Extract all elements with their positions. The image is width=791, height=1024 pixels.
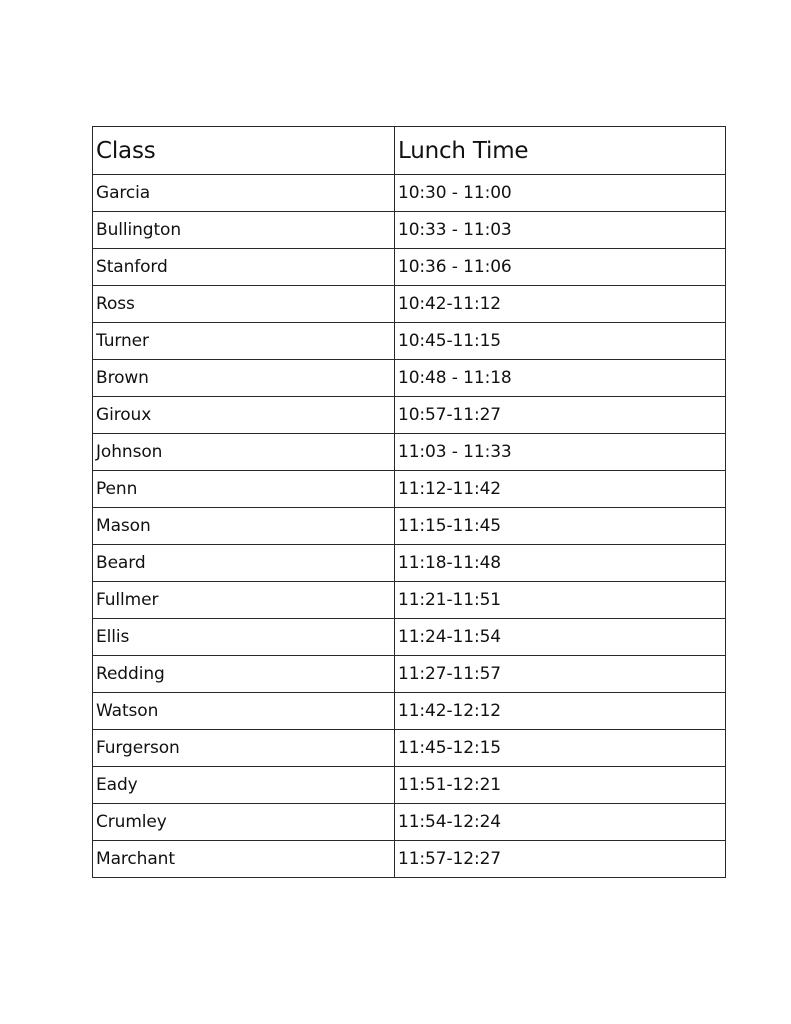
lunch-time-cell: 11:51-12:21: [395, 767, 726, 804]
class-cell: Giroux: [93, 397, 395, 434]
table-row: [93, 212, 726, 249]
class-cell: Ross: [93, 286, 395, 323]
class-cell: Penn: [93, 471, 395, 508]
table-row: [93, 397, 726, 434]
lunch-time-cell: 11:42-12:12: [395, 693, 726, 730]
class-cell: Watson: [93, 693, 395, 730]
table-row: [93, 841, 726, 878]
lunch-time-cell: 11:27-11:57: [395, 656, 726, 693]
class-cell: Redding: [93, 656, 395, 693]
lunch-time-cell: 10:42-11:12: [395, 286, 726, 323]
table-row: [93, 249, 726, 286]
table-row: [93, 730, 726, 767]
class-cell: Beard: [93, 545, 395, 582]
lunch-time-cell: 11:21-11:51: [395, 582, 726, 619]
header-class: Class: [93, 127, 395, 175]
table-row: [93, 323, 726, 360]
table-row: [93, 693, 726, 730]
lunch-time-cell: 11:03 - 11:33: [395, 434, 726, 471]
table-row: [93, 545, 726, 582]
lunch-time-cell: 11:57-12:27: [395, 841, 726, 878]
lunch-time-cell: 10:36 - 11:06: [395, 249, 726, 286]
lunch-time-cell: 11:24-11:54: [395, 619, 726, 656]
table-row: [93, 471, 726, 508]
class-cell: Johnson: [93, 434, 395, 471]
lunch-time-cell: 10:33 - 11:03: [395, 212, 726, 249]
lunch-time-cell: 10:30 - 11:00: [395, 175, 726, 212]
header-row: [93, 127, 726, 175]
table-row: [93, 175, 726, 212]
class-cell: Mason: [93, 508, 395, 545]
table-row: [93, 767, 726, 804]
class-cell: Ellis: [93, 619, 395, 656]
class-cell: Marchant: [93, 841, 395, 878]
class-cell: Brown: [93, 360, 395, 397]
class-cell: Garcia: [93, 175, 395, 212]
class-cell: Fullmer: [93, 582, 395, 619]
table-header: [93, 127, 726, 175]
class-cell: Eady: [93, 767, 395, 804]
lunch-time-cell: 10:57-11:27: [395, 397, 726, 434]
lunch-time-cell: 11:54-12:24: [395, 804, 726, 841]
lunch-schedule-table: [92, 126, 726, 878]
lunch-time-cell: 11:18-11:48: [395, 545, 726, 582]
class-cell: Crumley: [93, 804, 395, 841]
table-row: [93, 582, 726, 619]
class-cell: Stanford: [93, 249, 395, 286]
class-cell: Bullington: [93, 212, 395, 249]
table-row: [93, 434, 726, 471]
table-row: [93, 286, 726, 323]
lunch-time-cell: 11:12-11:42: [395, 471, 726, 508]
lunch-time-cell: 10:48 - 11:18: [395, 360, 726, 397]
header-lunch-time: Lunch Time: [395, 127, 726, 175]
table-row: [93, 619, 726, 656]
lunch-time-cell: 11:45-12:15: [395, 730, 726, 767]
class-cell: Turner: [93, 323, 395, 360]
table-row: [93, 804, 726, 841]
lunch-time-cell: 10:45-11:15: [395, 323, 726, 360]
table-row: [93, 360, 726, 397]
class-cell: Furgerson: [93, 730, 395, 767]
table-row: [93, 656, 726, 693]
lunch-time-cell: 11:15-11:45: [395, 508, 726, 545]
table-body: [93, 175, 726, 878]
table-row: [93, 508, 726, 545]
